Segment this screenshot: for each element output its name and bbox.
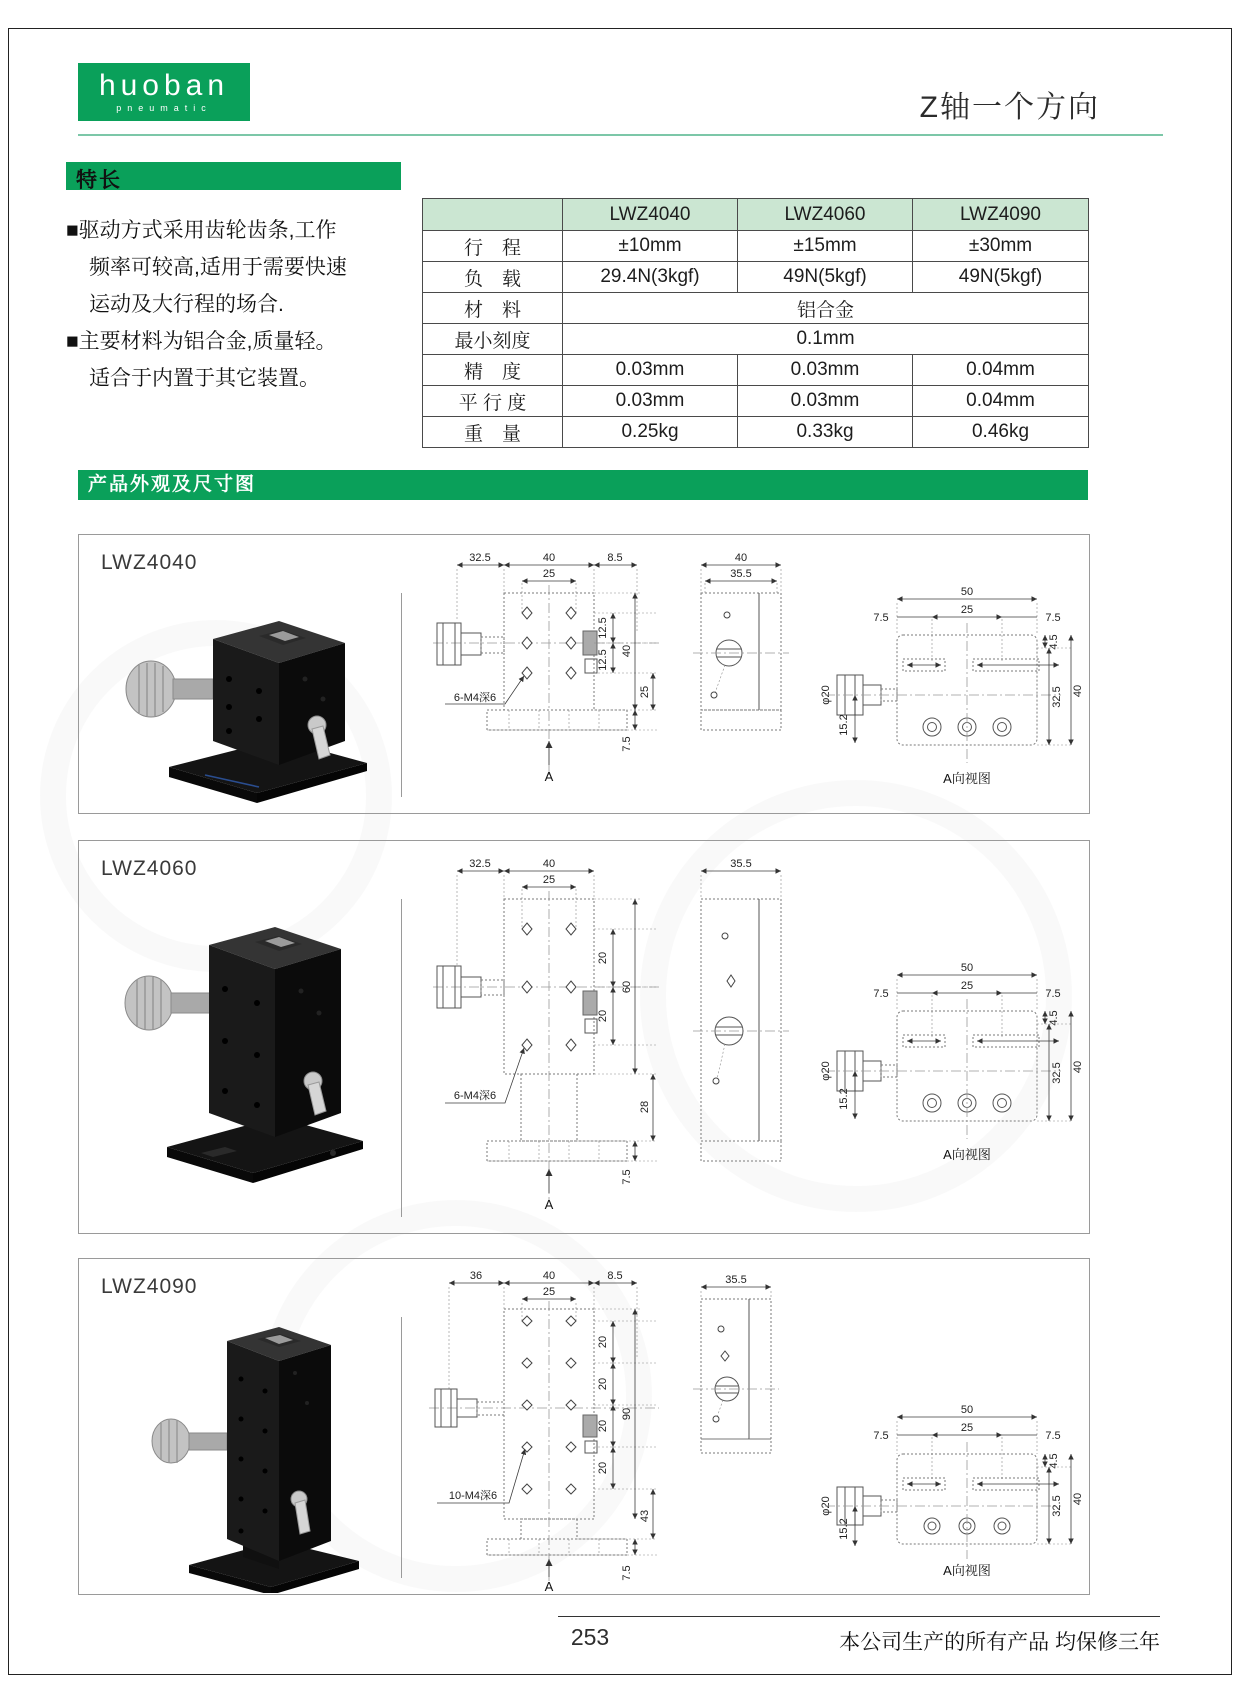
dim-label: 7.5 [1045,612,1061,624]
cell: 0.04mm [913,386,1089,417]
dim-label: 40 [542,858,556,870]
logo-wordmark: huoban [98,69,230,102]
side-view [693,552,789,730]
table-row [423,324,1089,355]
cell: 49N(5kgf) [913,262,1089,293]
dim-label: 32.5 [1051,686,1063,708]
cell: 0.03mm [563,355,738,386]
a-view [820,962,1084,1162]
dim-label: 28 [639,1100,651,1114]
dim-label: 60 [621,980,633,994]
spec-table [422,198,1089,448]
product-box-lwz4040 [78,534,1090,814]
dim-label: 7.5 [873,988,889,1000]
dim-label: 12.5 [597,649,609,671]
header-cell-model: LWZ4040 [563,199,738,231]
dim-label: 40 [734,552,748,564]
cell: 铝合金 [563,293,1089,324]
cell: 0.46kg [913,417,1089,448]
cell: 0.1mm [563,324,1089,355]
dim-label: 12.5 [597,617,609,639]
section-arrow-label: A [544,1579,554,1594]
section-header-features [66,162,401,190]
cell: 49N(5kgf) [738,262,913,293]
dim-label: 20 [597,1335,609,1349]
row-label: 材 料 [423,293,563,324]
front-view [433,552,659,784]
thread-label: 6-M4深6 [453,1090,497,1102]
feature-line: 运动及大行程的场合. [89,293,284,316]
dim-label: 20 [597,951,609,965]
view-label: A向视图 [943,1563,991,1578]
feature-line: 适合于内置于其它装置。 [89,367,320,390]
dim-label: 40 [542,552,556,564]
header-cell-empty [423,199,563,231]
cell: 0.03mm [738,386,913,417]
dim-label: 40 [1072,684,1084,698]
feature-line: ■主要材料为铝合金,质量轻。 [66,330,337,353]
product-model-label: LWZ4040 [101,551,198,574]
section-arrow-label: A [544,769,554,784]
dim-label: 7.5 [621,1565,633,1581]
table-header-row [423,199,1089,231]
dim-label: 7.5 [873,612,889,624]
dim-label: 4.5 [1048,1010,1060,1026]
cell: ±10mm [563,231,738,262]
header-cell-model: LWZ4090 [913,199,1089,231]
dim-label: 35.5 [725,1274,747,1286]
cell: ±15mm [738,231,913,262]
dim-label: 25 [639,685,651,699]
feature-line: ■驱动方式采用齿轮齿条,工作 [66,219,337,242]
box-divider [401,593,402,797]
dim-label: 8.5 [607,1270,623,1282]
feature-line: 频率可较高,适用于需要快速 [89,256,347,279]
dimension-drawing-lwz4060 [409,841,1089,1233]
dim-label: 20 [597,1377,609,1391]
table-row [423,386,1089,417]
dim-label: 4.5 [1048,1453,1060,1469]
thread-label: 10-M4深6 [448,1490,498,1502]
dim-label: 20 [597,1419,609,1433]
footer-rule [558,1616,1160,1617]
product-model-label: LWZ4090 [101,1275,198,1298]
dim-label: 32.5 [1051,1062,1063,1084]
box-divider [401,1317,402,1578]
cell: 0.03mm [738,355,913,386]
dim-label: 25 [960,980,974,992]
dim-label: 20 [597,1009,609,1023]
box-divider [401,899,402,1217]
row-label: 精 度 [423,355,563,386]
product-photo-lwz4040 [109,579,389,809]
cell: 0.03mm [563,386,738,417]
dim-label: 40 [1072,1060,1084,1074]
dim-label: 15.2 [838,1518,850,1540]
dim-label: 50 [960,962,974,974]
thread-label: 6-M4深6 [453,692,497,704]
dim-label: φ20 [820,685,832,705]
table-row [423,417,1089,448]
cell: ±30mm [913,231,1089,262]
cell: 29.4N(3kgf) [563,262,738,293]
product-box-lwz4060 [78,840,1090,1234]
brand-logo [78,63,250,121]
dim-label: 25 [542,568,556,580]
row-label: 平 行 度 [423,386,563,417]
dim-label: φ20 [820,1496,832,1516]
dim-label: φ20 [820,1061,832,1081]
header-rule [78,134,1163,136]
dim-label: 40 [1072,1492,1084,1506]
front-view [433,858,659,1212]
dim-label: 7.5 [873,1430,889,1442]
side-view [693,1274,779,1453]
cell: 0.25kg [563,417,738,448]
section-title: 产品外观及尺寸图 [88,474,257,495]
row-label: 重 量 [423,417,563,448]
view-label: A向视图 [943,771,991,786]
product-photo-lwz4060 [109,885,389,1215]
section-title: 特长 [76,169,122,192]
view-label: A向视图 [943,1147,991,1162]
row-label: 负 载 [423,262,563,293]
product-model-label: LWZ4060 [101,857,198,880]
dim-label: 25 [960,604,974,616]
dim-label: 25 [960,1422,974,1434]
page-title: Z轴一个方向 [919,91,1100,124]
dimension-drawing-lwz4090 [409,1259,1089,1594]
dim-label: 32.5 [1051,1495,1063,1517]
dim-label: 7.5 [621,1169,633,1185]
a-view [820,586,1084,786]
front-view [429,1270,659,1594]
dimension-drawing-lwz4040 [409,535,1089,813]
dim-label: 32.5 [469,858,491,870]
table-row [423,293,1089,324]
row-label: 最小刻度 [423,324,563,355]
cell: 0.33kg [738,417,913,448]
table-row [423,355,1089,386]
dim-label: 25 [542,874,556,886]
dim-label: 25 [542,1286,556,1298]
product-box-lwz4090 [78,1258,1090,1595]
dim-label: 15.2 [838,714,850,736]
dim-label: 20 [597,1461,609,1475]
features-list [66,212,401,397]
dim-label: 40 [621,644,633,658]
product-photo-lwz4090 [109,1293,389,1593]
dim-label: 7.5 [1045,988,1061,1000]
a-view [820,1404,1084,1578]
dim-label: 8.5 [607,552,623,564]
cell: 0.04mm [913,355,1089,386]
dim-label: 43 [639,1509,651,1523]
dim-label: 35.5 [730,858,752,870]
logo-subtitle: pneumatic [116,103,212,113]
dim-label: 7.5 [621,736,633,752]
dim-label: 90 [621,1407,633,1421]
row-label: 行 程 [423,231,563,262]
dim-label: 35.5 [730,568,752,580]
dim-label: 50 [960,586,974,598]
section-arrow-label: A [544,1197,554,1212]
warranty-note: 本公司生产的所有产品 均保修三年 [839,1631,1160,1654]
dim-label: 40 [542,1270,556,1282]
page-number: 253 [570,1624,610,1650]
dim-label: 50 [960,1404,974,1416]
section-header-dimensions [78,470,1088,500]
table-row [423,262,1089,293]
table-row [423,231,1089,262]
dim-label: 36 [469,1270,483,1282]
dim-label: 7.5 [1045,1430,1061,1442]
header-cell-model: LWZ4060 [738,199,913,231]
dim-label: 15.2 [838,1088,850,1110]
dim-label: 32.5 [469,552,491,564]
dim-label: 4.5 [1048,634,1060,650]
side-view [693,858,789,1161]
